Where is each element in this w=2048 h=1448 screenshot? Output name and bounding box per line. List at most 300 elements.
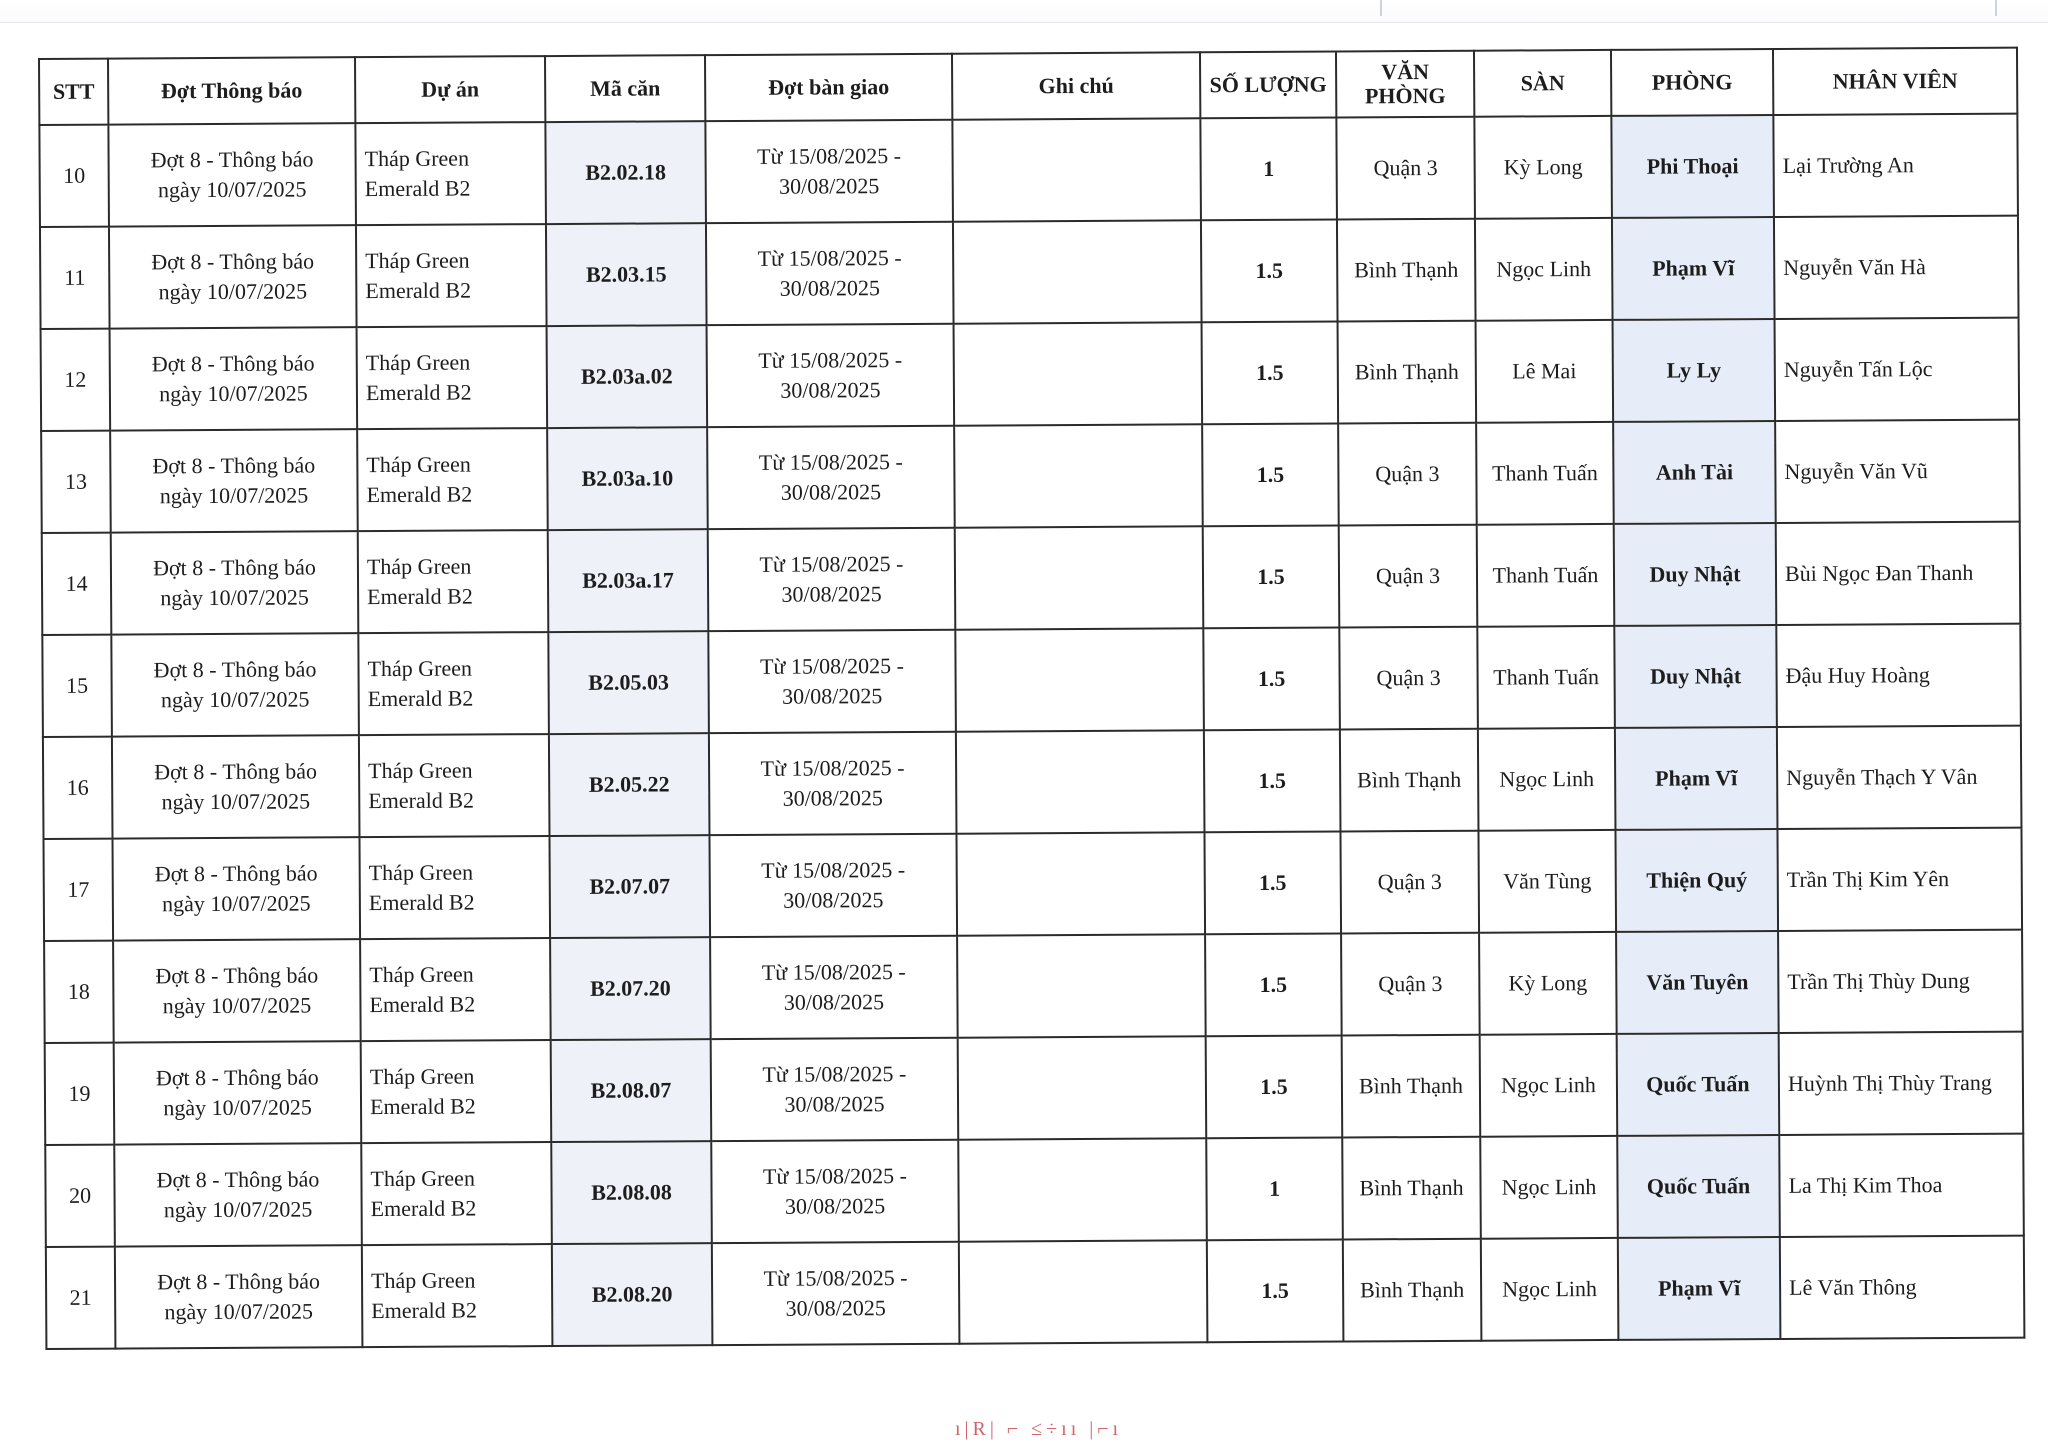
cell-stt	[46, 1247, 116, 1349]
header-phong: PHÒNG	[1611, 49, 1773, 116]
cell-dot-thong-bao	[112, 735, 360, 838]
cell-so-luong-text: 1.5	[1258, 767, 1287, 793]
cell-phong	[1614, 625, 1777, 728]
table-row	[46, 1236, 2025, 1349]
cell-nhan-vien	[1776, 522, 2021, 625]
cell-nhan-vien-text: Huỳnh Thị Thùy Trang	[1787, 1069, 1992, 1096]
cell-nhan-vien-text: Lại Trường An	[1782, 152, 1914, 178]
cell-dot-ban-giao-line-2: 30/08/2025	[783, 989, 885, 1015]
cell-san	[1480, 1136, 1618, 1239]
cell-dot-ban-giao	[706, 222, 954, 325]
cell-van-phong-text: Quận 3	[1376, 664, 1441, 691]
cell-du-an	[362, 1244, 553, 1347]
cell-dot-thong-bao	[111, 633, 359, 736]
cell-ghi-chu	[952, 118, 1201, 221]
cell-ghi-chu	[954, 424, 1203, 527]
cell-du-an	[360, 938, 551, 1041]
cell-san	[1480, 1034, 1618, 1137]
cell-phong-text: Ly Ly	[1666, 357, 1722, 383]
cell-du-an	[361, 1142, 552, 1245]
cell-nhan-vien-text: Nguyễn Văn Vũ	[1784, 458, 1928, 484]
cell-du-an	[361, 1040, 552, 1143]
cell-dot-ban-giao-line-2: 30/08/2025	[782, 785, 883, 811]
cell-ma-can-text: B2.03a.10	[581, 465, 674, 491]
scan-mark	[1380, 0, 1382, 16]
cell-ghi-chu	[955, 526, 1204, 629]
cell-dot-ban-giao-line-1: Từ 15/08/2025 -	[757, 245, 902, 271]
cell-van-phong-text: Bình Thạnh	[1357, 766, 1462, 793]
cell-ma-can-text: B2.07.20	[589, 975, 671, 1001]
cell-phong-text: Duy Nhật	[1649, 663, 1742, 689]
cell-stt	[44, 941, 114, 1043]
cell-dot-thong-bao-line-1: Đợt 8 - Thông báo	[157, 1268, 320, 1295]
table-row	[43, 828, 2022, 941]
cell-van-phong-text: Quận 3	[1373, 154, 1438, 181]
cell-ma-can-text: B2.07.07	[589, 873, 671, 899]
cell-van-phong	[1340, 729, 1479, 832]
cell-du-an-line-2: Emerald B2	[368, 889, 475, 916]
table-row	[40, 216, 2019, 329]
cell-nhan-vien	[1777, 726, 2022, 829]
cell-so-luong	[1205, 934, 1342, 1037]
cell-stt-text: 16	[66, 774, 89, 800]
allocation-table-wrapper	[38, 47, 2023, 1350]
cell-van-phong	[1337, 219, 1476, 322]
cell-dot-thong-bao-line-2: ngày 10/07/2025	[163, 1196, 313, 1223]
cell-so-luong-text: 1.5	[1258, 869, 1287, 895]
cell-san-text: Văn Tùng	[1503, 868, 1592, 894]
cell-phong-text: Văn Tuyên	[1646, 969, 1749, 995]
cell-dot-ban-giao-line-2: 30/08/2025	[784, 1091, 885, 1117]
table-row	[44, 930, 2023, 1043]
cell-du-an-line-2: Emerald B2	[365, 379, 472, 406]
cell-van-phong-text: Quận 3	[1375, 460, 1440, 487]
cell-so-luong	[1207, 1240, 1344, 1343]
cell-ma-can	[552, 1243, 713, 1346]
cell-phong	[1612, 217, 1775, 320]
cell-dot-ban-giao-line-2: 30/08/2025	[781, 683, 883, 709]
cell-dot-thong-bao-line-2: ngày 10/07/2025	[163, 1094, 312, 1121]
cell-dot-thong-bao	[109, 225, 357, 328]
cell-stt-text: 20	[68, 1182, 92, 1208]
cell-ma-can	[551, 1039, 712, 1142]
cell-ma-can-text: B2.05.22	[588, 771, 670, 797]
cell-ma-can	[549, 733, 710, 836]
cell-van-phong-text: Bình Thạnh	[1359, 1276, 1465, 1303]
cell-san	[1478, 728, 1616, 831]
cell-stt	[43, 839, 113, 941]
cell-du-an-line-2: Emerald B2	[366, 481, 473, 508]
cell-dot-thong-bao-line-2: ngày 10/07/2025	[160, 584, 309, 611]
cell-phong	[1617, 1033, 1780, 1136]
cell-du-an	[359, 836, 550, 939]
cell-stt	[45, 1145, 115, 1247]
cell-phong-text: Phạm Vĩ	[1652, 255, 1735, 281]
cell-so-luong-text: 1.5	[1255, 257, 1284, 283]
table-row	[42, 522, 2021, 635]
cell-van-phong-text: Quận 3	[1378, 970, 1443, 997]
cell-so-luong-text: 1.5	[1259, 971, 1288, 997]
cell-ma-can-text: B2.08.07	[590, 1077, 672, 1103]
cell-phong-text: Duy Nhật	[1649, 561, 1741, 587]
cell-san-text: Kỳ Long	[1508, 970, 1588, 996]
cell-so-luong-text: 1.5	[1256, 461, 1285, 487]
cell-van-phong	[1336, 117, 1475, 220]
cell-so-luong	[1204, 832, 1341, 935]
cell-san-text: Ngọc Linh	[1499, 766, 1595, 792]
cell-dot-ban-giao-line-2: 30/08/2025	[785, 1295, 886, 1321]
cell-dot-thong-bao-line-2: ngày 10/07/2025	[159, 380, 308, 407]
cell-ghi-chu	[958, 1138, 1207, 1241]
cell-dot-ban-giao-line-1: Từ 15/08/2025 -	[762, 1163, 907, 1189]
cell-dot-thong-bao	[110, 429, 358, 532]
cell-nhan-vien-text: Trần Thị Kim Yên	[1786, 866, 1950, 892]
cell-du-an-line-1: Tháp Green	[369, 1063, 475, 1090]
cell-phong-text: Phạm Vĩ	[1657, 1275, 1741, 1301]
cell-stt-text: 17	[67, 876, 90, 902]
cell-stt-text: 18	[67, 978, 90, 1004]
cell-phong	[1616, 931, 1779, 1034]
cell-so-luong-text: 1.5	[1257, 665, 1286, 691]
cell-nhan-vien	[1779, 1032, 2024, 1135]
cell-stt-text: 11	[64, 264, 86, 290]
cell-san-text: Thanh Tuấn	[1491, 460, 1598, 486]
cell-dot-thong-bao-line-1: Đợt 8 - Thông báo	[155, 1064, 319, 1091]
header-van-phong: VĂN PHÒNG	[1336, 51, 1474, 118]
header-nhan-vien: NHÂN VIÊN	[1773, 48, 2017, 115]
cell-phong	[1611, 115, 1774, 218]
cell-dot-thong-bao-line-1: Đợt 8 - Thông báo	[151, 248, 315, 275]
cell-so-luong-text: 1	[1268, 1175, 1281, 1201]
cell-so-luong	[1200, 118, 1337, 221]
cell-san	[1479, 932, 1617, 1035]
cell-ghi-chu	[956, 832, 1205, 935]
cell-san	[1476, 320, 1614, 423]
cell-dot-ban-giao	[705, 120, 953, 223]
cell-du-an-line-1: Tháp Green	[366, 553, 472, 580]
cell-ma-can	[545, 121, 706, 224]
cell-dot-ban-giao-line-1: Từ 15/08/2025 -	[758, 347, 903, 373]
cell-ma-can-text: B2.02.18	[585, 159, 667, 185]
cell-san-text: Kỳ Long	[1503, 154, 1583, 180]
cell-ma-can-text: B2.03a.02	[580, 363, 673, 389]
cell-nhan-vien-text: Nguyễn Thạch Y Vân	[1786, 763, 1978, 790]
cell-dot-thong-bao	[111, 531, 359, 634]
cell-san	[1477, 626, 1615, 729]
cell-du-an-line-2: Emerald B2	[369, 991, 476, 1018]
cell-ghi-chu	[957, 934, 1206, 1037]
cell-van-phong	[1340, 831, 1479, 934]
table-row	[45, 1032, 2024, 1145]
cell-phong	[1613, 421, 1776, 524]
cell-nhan-vien	[1779, 1134, 2024, 1237]
cell-dot-thong-bao-line-1: Đợt 8 - Thông báo	[151, 350, 315, 377]
cell-ghi-chu	[955, 628, 1204, 731]
cell-du-an	[355, 122, 546, 225]
cell-dot-thong-bao-line-2: ngày 10/07/2025	[157, 176, 307, 203]
cell-san-text: Lê Mai	[1512, 358, 1577, 384]
cell-san-text: Ngọc Linh	[1501, 1072, 1596, 1098]
cell-dot-ban-giao	[708, 630, 956, 733]
cell-so-luong-text: 1	[1263, 155, 1275, 181]
cell-dot-thong-bao-line-1: Đợt 8 - Thông báo	[153, 656, 317, 683]
cell-so-luong-text: 1.5	[1256, 359, 1284, 385]
cell-san	[1476, 422, 1614, 525]
cell-van-phong-text: Bình Thạnh	[1358, 1072, 1464, 1099]
cell-phong-text: Thiện Quý	[1646, 867, 1748, 893]
scan-top-edge	[0, 0, 2048, 23]
cell-phong	[1615, 727, 1778, 830]
cell-nhan-vien-text: La Thị Kim Thoa	[1788, 1172, 1943, 1198]
cell-san-text: Thanh Tuấn	[1492, 562, 1599, 588]
cell-san	[1475, 218, 1613, 321]
cell-stt-text: 12	[64, 366, 87, 392]
cell-du-an	[358, 632, 549, 735]
cell-so-luong	[1202, 424, 1339, 527]
header-so-luong: SỐ LƯỢNG	[1200, 52, 1336, 119]
cell-so-luong	[1203, 628, 1340, 731]
cell-stt	[41, 329, 111, 431]
cell-so-luong	[1202, 322, 1339, 425]
cell-nhan-vien	[1780, 1236, 2025, 1339]
cell-dot-ban-giao	[709, 834, 957, 937]
cell-du-an-line-1: Tháp Green	[364, 145, 470, 172]
cell-ghi-chu	[954, 322, 1203, 425]
cell-nhan-vien	[1778, 930, 2023, 1033]
cell-dot-ban-giao-line-1: Từ 15/08/2025 -	[762, 1061, 907, 1087]
cell-stt-text: 14	[65, 570, 88, 596]
cell-dot-thong-bao-line-2: ngày 10/07/2025	[161, 788, 311, 815]
cell-dot-thong-bao-line-2: ngày 10/07/2025	[162, 890, 311, 917]
cell-dot-ban-giao-line-1: Từ 15/08/2025 -	[760, 755, 905, 781]
cell-ghi-chu	[956, 730, 1205, 833]
cell-phong	[1618, 1237, 1781, 1340]
cell-nhan-vien	[1774, 216, 2019, 319]
cell-so-luong-text: 1.5	[1257, 563, 1285, 589]
cell-dot-thong-bao-line-1: Đợt 8 - Thông báo	[156, 1166, 320, 1193]
cell-phong-text: Phi Thoại	[1646, 153, 1739, 179]
cell-van-phong	[1339, 627, 1478, 730]
cell-san	[1478, 830, 1616, 933]
allocation-table	[38, 47, 2025, 1350]
cell-dot-thong-bao-line-1: Đợt 8 - Thông báo	[154, 758, 318, 785]
cell-dot-thong-bao-line-2: ngày 10/07/2025	[164, 1298, 314, 1325]
cell-du-an	[358, 530, 549, 633]
cell-du-an-line-1: Tháp Green	[365, 247, 470, 274]
cell-du-an-line-2: Emerald B2	[367, 583, 473, 610]
cell-ma-can	[549, 835, 710, 938]
cell-stt-text: 19	[68, 1080, 91, 1106]
cell-dot-thong-bao-line-1: Đợt 8 - Thông báo	[155, 962, 319, 989]
cell-dot-thong-bao-line-2: ngày 10/07/2025	[162, 992, 312, 1019]
cell-stt	[39, 125, 109, 227]
cell-van-phong-text: Bình Thạnh	[1354, 358, 1459, 385]
cell-phong	[1617, 1135, 1780, 1238]
cell-dot-ban-giao-line-1: Từ 15/08/2025 -	[761, 857, 906, 883]
cell-van-phong-text: Quận 3	[1377, 868, 1442, 895]
cell-ghi-chu	[953, 220, 1202, 323]
cell-ma-can-text: B2.05.03	[588, 669, 670, 695]
cell-phong	[1613, 319, 1776, 422]
cell-dot-ban-giao-line-2: 30/08/2025	[780, 377, 881, 403]
cell-van-phong	[1342, 1035, 1481, 1138]
cell-dot-thong-bao	[110, 327, 358, 430]
header-ghi-chu: Ghi chú	[952, 52, 1200, 119]
cell-so-luong	[1206, 1036, 1343, 1139]
cell-so-luong	[1203, 526, 1340, 629]
cell-du-an-line-1: Tháp Green	[370, 1165, 475, 1192]
cell-du-an-line-1: Tháp Green	[368, 859, 474, 886]
cell-phong-text: Quốc Tuấn	[1646, 1071, 1750, 1097]
cell-du-an-line-2: Emerald B2	[369, 1093, 476, 1120]
cell-san-text: Ngọc Linh	[1501, 1174, 1597, 1200]
cell-dot-ban-giao-line-1: Từ 15/08/2025 -	[759, 551, 904, 577]
cell-stt	[42, 635, 112, 737]
cell-phong	[1615, 829, 1778, 932]
cell-phong-text: Quốc Tuấn	[1646, 1173, 1751, 1199]
cell-phong-text: Phạm Vĩ	[1655, 765, 1738, 791]
cell-dot-ban-giao	[711, 1038, 959, 1141]
table-row	[41, 420, 2020, 533]
cell-dot-thong-bao	[108, 123, 356, 226]
cell-du-an-line-2: Emerald B2	[365, 277, 472, 304]
cell-du-an-line-1: Tháp Green	[367, 655, 473, 682]
header-dot-thong-bao: Đợt Thông báo	[108, 57, 355, 124]
table-row	[42, 624, 2021, 737]
header-ma-can: Mã căn	[545, 55, 705, 122]
cell-van-phong-text: Bình Thạnh	[1359, 1174, 1464, 1201]
cell-van-phong	[1338, 423, 1477, 526]
cell-dot-ban-giao-line-2: 30/08/2025	[779, 173, 880, 199]
cell-san	[1481, 1238, 1619, 1341]
cell-dot-thong-bao-line-1: Đợt 8 - Thông báo	[154, 860, 318, 887]
cell-nhan-vien-text: Nguyễn Văn Hà	[1783, 254, 1926, 280]
cell-dot-ban-giao-line-1: Từ 15/08/2025 -	[759, 653, 905, 679]
cell-dot-thong-bao	[113, 939, 361, 1042]
footer-stamp-mark: ı|R| ⌐ ≤÷ıı |⌐ı	[955, 1418, 1123, 1440]
cell-du-an-line-1: Tháp Green	[365, 349, 471, 376]
cell-dot-ban-giao-line-2: 30/08/2025	[781, 581, 882, 607]
cell-phong-text: Anh Tài	[1655, 459, 1734, 485]
cell-dot-ban-giao-line-2: 30/08/2025	[779, 275, 881, 301]
cell-dot-ban-giao-line-1: Từ 15/08/2025 -	[757, 143, 902, 169]
cell-du-an	[357, 428, 548, 531]
cell-san-text: Ngọc Linh	[1496, 256, 1592, 282]
table-row	[45, 1134, 2024, 1247]
cell-du-an-line-2: Emerald B2	[367, 685, 474, 712]
cell-van-phong	[1341, 933, 1480, 1036]
cell-dot-ban-giao-line-1: Từ 15/08/2025 -	[761, 959, 906, 985]
cell-so-luong-text: 1.5	[1260, 1073, 1288, 1099]
cell-san	[1474, 116, 1612, 219]
cell-ghi-chu	[959, 1240, 1208, 1343]
cell-stt	[41, 431, 111, 533]
cell-ma-can	[547, 427, 708, 530]
cell-van-phong	[1343, 1239, 1482, 1342]
cell-dot-ban-giao	[708, 528, 956, 631]
cell-stt-text: 10	[63, 162, 86, 188]
cell-dot-ban-giao-line-1: Từ 15/08/2025 -	[758, 449, 903, 475]
cell-nhan-vien	[1775, 420, 2020, 523]
cell-ghi-chu	[958, 1036, 1207, 1139]
cell-dot-thong-bao	[114, 1041, 362, 1144]
table-header-row	[39, 48, 2017, 125]
cell-stt	[45, 1043, 115, 1145]
cell-ma-can	[550, 937, 711, 1040]
cell-du-an	[356, 224, 547, 327]
cell-dot-thong-bao-line-2: ngày 10/07/2025	[160, 686, 310, 713]
header-dot-ban-giao: Đợt bàn giao	[705, 54, 952, 121]
cell-stt-text: 13	[64, 468, 88, 494]
cell-du-an-line-1: Tháp Green	[368, 757, 473, 784]
table-body	[39, 114, 2024, 1349]
cell-dot-ban-giao-line-2: 30/08/2025	[783, 887, 884, 913]
cell-du-an-line-1: Tháp Green	[366, 451, 471, 478]
cell-dot-thong-bao-line-1: Đợt 8 - Thông báo	[152, 452, 316, 479]
cell-dot-thong-bao-line-2: ngày 10/07/2025	[159, 482, 309, 509]
cell-dot-thong-bao-line-1: Đợt 8 - Thông báo	[152, 554, 316, 581]
table-row	[41, 318, 2020, 431]
cell-stt-text: 21	[69, 1284, 92, 1310]
cell-du-an-line-1: Tháp Green	[370, 1267, 476, 1294]
cell-so-luong-text: 1.5	[1261, 1277, 1289, 1303]
cell-van-phong	[1338, 321, 1477, 424]
cell-nhan-vien-text: Đậu Huy Hoàng	[1785, 662, 1930, 688]
cell-dot-ban-giao-line-2: 30/08/2025	[784, 1193, 886, 1219]
cell-dot-ban-giao-line-1: Từ 15/08/2025 -	[763, 1265, 908, 1291]
table-row	[39, 114, 2018, 227]
cell-van-phong	[1339, 525, 1478, 628]
header-stt: STT	[39, 59, 108, 125]
cell-du-an-line-2: Emerald B2	[371, 1297, 477, 1324]
cell-nhan-vien	[1773, 114, 2018, 217]
cell-du-an-line-1: Tháp Green	[369, 961, 474, 988]
cell-so-luong	[1206, 1138, 1343, 1241]
cell-ma-can-text: B2.03.15	[585, 261, 667, 287]
cell-ma-can	[548, 529, 709, 632]
cell-du-an-line-2: Emerald B2	[364, 175, 471, 202]
cell-ma-can-text: B2.08.20	[591, 1281, 673, 1307]
cell-so-luong	[1201, 220, 1338, 323]
cell-nhan-vien	[1775, 318, 2020, 421]
cell-du-an	[359, 734, 550, 837]
cell-stt	[43, 737, 113, 839]
cell-san-text: Thanh Tuấn	[1493, 664, 1600, 690]
header-san: SÀN	[1474, 50, 1611, 117]
cell-dot-ban-giao	[710, 936, 958, 1039]
cell-ma-can	[546, 223, 707, 326]
cell-ma-can	[547, 325, 708, 428]
cell-san	[1477, 524, 1615, 627]
cell-van-phong	[1342, 1137, 1481, 1240]
cell-dot-ban-giao	[711, 1140, 959, 1243]
scan-mark	[1995, 0, 1997, 16]
cell-dot-thong-bao	[115, 1245, 363, 1348]
cell-stt	[42, 533, 112, 635]
header-du-an: Dự án	[355, 56, 545, 123]
cell-dot-thong-bao-line-1: Đợt 8 - Thông báo	[150, 146, 314, 173]
cell-nhan-vien-text: Nguyễn Tấn Lộc	[1783, 356, 1933, 382]
cell-ma-can-text: B2.03a.17	[582, 567, 674, 593]
cell-dot-thong-bao	[114, 1143, 362, 1246]
cell-stt	[40, 227, 110, 329]
cell-stt-text: 15	[66, 672, 89, 698]
cell-phong	[1614, 523, 1777, 626]
cell-san-text: Ngọc Linh	[1502, 1276, 1598, 1302]
cell-nhan-vien-text: Lê Văn Thông	[1789, 1274, 1917, 1300]
cell-ma-can	[548, 631, 709, 734]
cell-dot-ban-giao	[707, 426, 955, 529]
